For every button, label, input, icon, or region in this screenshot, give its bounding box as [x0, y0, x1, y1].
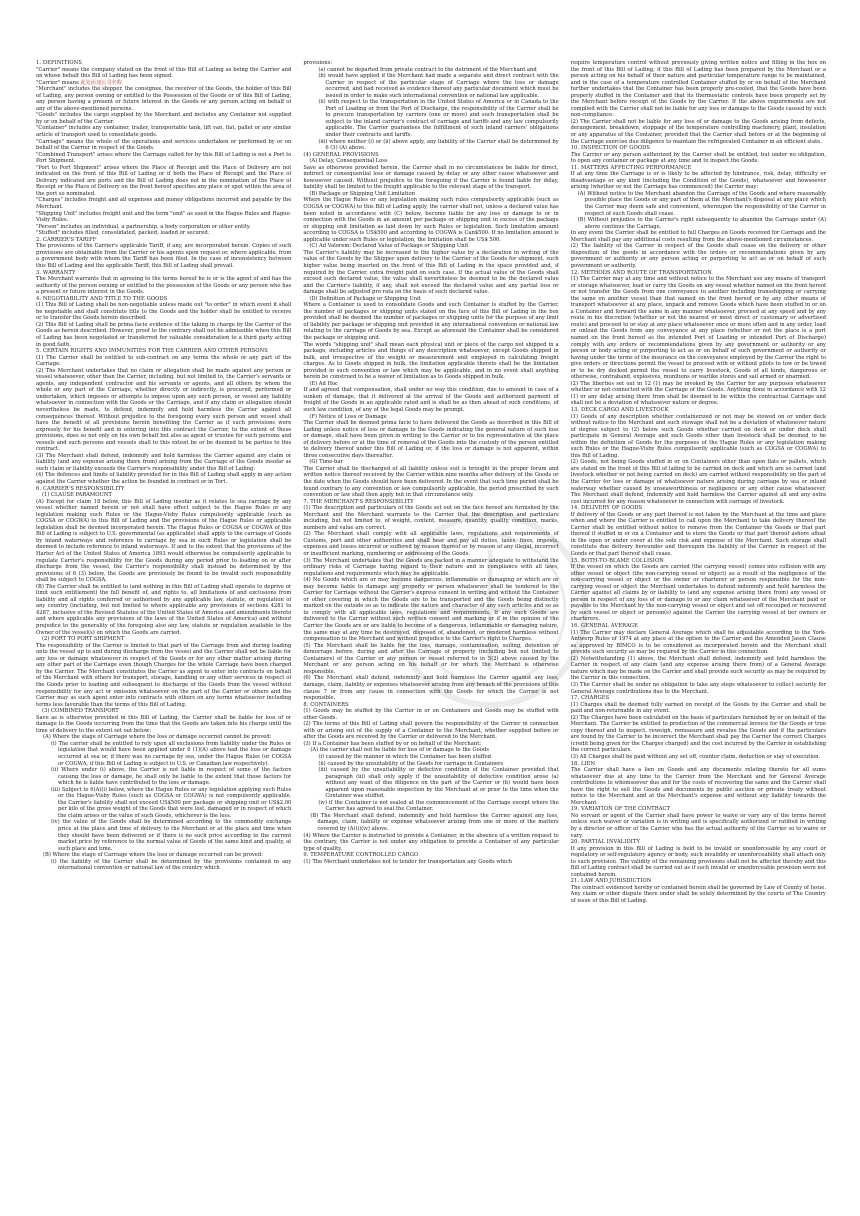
clause-paragraph: (2) Notwithstanding (1) above, the Merchant shall defend, indemnify and hold harmless the Carrier in respect of any claim (and any expense arising there from) of a General Average nature which may be made on the Carrier and shall provide such security as may be required by the Carrier in this connection.	[570, 655, 826, 682]
list-item: (a) cannot be departed from private contract to the detriment of the Merchant and	[318, 66, 537, 73]
clause-paragraph: (2) The Merchant undertakes that no claim or allegation shall be made against any person or vessel whatsoever, other than the Carrier, including, but not limited to, the Carrier's servants or agents, any independent contractor and his servants or agents, and all others by whom the whole or any part of the Carriage, whether directly or indirectly, is procured, performed or undertaken, which imposes or attempts to impose upon any such person, or vessel any liability whatsoever in connection with the Goods or the Carriage, and if any claim or allegation should nevertheless be made, to defend, indemnify and hold harmless the Carrier against all consequences thereof. Without prejudice to the foregoing every such person and vessel shall have the benefit of all provisions herein benefiting the Carrier as if such provisions were expressly for his benefit and in entering into this contract the Carrier, to the extent of these provisions, does so not only on his own behalf but also as agent or trustee for such persons and vessels and such persons and vessels shall to this extent be or be deemed to be parties to this contract.	[36, 367, 292, 453]
section-heading: 11. MATTERS AFFECTING PERFORMANCE	[570, 164, 692, 171]
list-item: (ii) caused by the unsuitability of the Goods for carriage in Containers	[318, 760, 504, 767]
sub-heading: (B) Package or Shipping Unit Limitation	[309, 190, 415, 197]
list-item: (A) Where the stage of Carriage where the loss or damage occurred cannot be proved:	[43, 734, 272, 741]
terms-column-right	[571, 60, 826, 1200]
list-item: (A) Without notice to the Merchant abandon the Carriage of the Goods and where reasonably possible place the Goods or any part of them at the Merchant's disposal at any place which the Carrier may deem safe and convenient, whereupon the responsibility of the Carrier in respect of such Goods shall cease.	[577, 190, 826, 217]
sub-heading: (G) Time-bar	[309, 459, 343, 466]
section-heading: 8. CONTAINERS	[303, 701, 349, 708]
sub-heading: (1) CLAUSE PARAMOUNT	[42, 492, 112, 499]
section-heading: 2. CARRIER'S TARIFF	[36, 236, 97, 243]
clause-paragraph: Where a Container is used to consolidate Goods and such Container is stuffed by the Carrier, the number of packages or shipping units stated on the face of this Bill of Lading in the box provided shall be deemed the number of packages or shipping units for the purpose of any limit of liability per package or shipping unit provided in any international convention or national law relating to the carriage of Goods by sea. Except as aforesaid the Container shall be considered the package or shipping unit.	[303, 302, 559, 341]
clause-paragraph: The Carrier shall be discharged of all liability unless suit is brought in the proper forum and written notice thereof received by the Carrier within nine months after delivery of the Goods or the date when the Goods should have been delivered. In the event that such time period shall be found contrary to any convention or law compulsorily applicable, the period prescribed by such convention or law shall then apply but in that circumstance only.	[303, 465, 559, 499]
list-item: (i) the liability of the Carrier shall be determined by the provisions contained in any international convention or national law of the country which	[51, 858, 292, 872]
section-heading: (4) GENERAL PROVISIONS	[303, 151, 379, 158]
clause-paragraph: If and agreed that compensation, shall under no way this condition, due to amount in case of a sunken of damage, that it delivered at the arrival of the Goods and authorized payment of freight of the Goods in an applicable rated and is shall be as then ahead of such conditions, of such law condition, of any of the legal Goods may be prompt.	[303, 387, 559, 413]
section-heading: 17. CHARGES	[570, 695, 610, 702]
clause-paragraph: "Container" includes any container, trailer, transportable tank, lift van, flat, pallet or any similar article of transport used to consolidate goods.	[36, 125, 292, 139]
terms-column-middle	[303, 60, 558, 1200]
clause-paragraph: (1) The description and particulars of the Goods set out on the face hereof are furnished by the Merchant and the Merchant warrants to the Carrier that the description and particulars including, but not limited to, of weight, content, measure, quantity, quality, condition, marks, numbers and value are correct.	[303, 505, 559, 531]
section-heading: 20. PARTIAL INVALIDITY	[570, 839, 640, 846]
section-heading: 14. DELIVERY OF GOODS	[570, 505, 643, 512]
clause-paragraph: "Shipping Unit" includes freight unit and the term "unit" as used in the Hague Rules and Hague-Visby Rules.	[36, 210, 292, 224]
section-heading: 5. CERTAIN RIGHTS AND IMMUNITIES FOR THE CARRIER AND OTHER PERSONS	[36, 348, 268, 355]
clause-paragraph: The Carrier or any person authorized by the Carrier shall be entitled, but under no obligation, to open any container or package at any time and to inspect the Goods.	[570, 151, 826, 165]
clause-paragraph: (B) The Carrier shall be entitled to (and nothing in this Bill of Lading shall operate to deprive or limit such entitlement) the full benefit of, and rights to, all limitations of and exclusions from liability and all rights conferred or authorised by any applicable law, statute, or regulation of any country (including, but not limited to where applicable any provisions of sections 4281 to 4287, inclusive of the Revised Statutes of the United States of America and amendments thereto and where applicable any provisions of the laws of the United States of America) and without prejudice to the generality of the foregoing also any law, statute or regulation available to the Owner of the vessel(s) on which the Goods are carried.	[36, 583, 292, 636]
list-item: (ii) with respect to the transportation in the United States of America or in Canada to the Port of Loading or from the Port of Discharge, the responsibility of the Carrier shall be to procure transportation by carriers (one or more) and such transportation shall be subject to the inland carrier's contract of carriage and tariffs and any law compulsorily applicable. The Carrier guarantees the fulfillment of such inland carriers' obligations under their contracts and tariffs.	[318, 99, 559, 139]
sub-heading: (3) COMBINED TRANSPORT	[42, 708, 119, 715]
clause-paragraph: (3) All Charges shall be paid without any set off, counter claim, deduction or stay of execution.	[570, 753, 821, 760]
clause-paragraph: (3) The Merchant shall defend, indemnify and hold harmless the Carrier against any claim or liability (and any expense arising there from) arising from the Carriage of the Goods insofar as such claim or liability exceeds the Carrier's responsibility under this Bill of Lading.	[36, 452, 292, 472]
list-item: (ii) Where under (i) above, the Carrier is not liable in respect of some of the factors causing the loss or damage, he shall only be liable to the extent that those factors for which he is liable have contributed to the loss or damage.	[51, 767, 292, 787]
clause-paragraph: (6) The Merchant shall defend, indemnify and hold harmless the Carrier against any loss, damage, claim, liability or expenses whatsoever arising from any breach of the provisions of this clause 7 or from any cause in connection with the Goods for which the Carrier is not responsible.	[303, 675, 559, 702]
list-item: (i) The carrier shall be entitled to rely upon all exclusions from liability under the Rules or legislation that would have been applied under 6 (1)(A) above had the loss or damage occurred at sea or, if there was no carriage by sea, under the Hague Rules (or COGSA or COGWA, if this Bill of Lading is subject to U.S. or Canadian law respectively).	[51, 740, 292, 767]
section-heading: 9. TEMPERATURE CONTROLLED CARGO	[303, 852, 419, 859]
list-item: (B) Without prejudice to the Carrier's right subsequently to abandon the Carriage under (A) above continue the Carriage.	[577, 217, 826, 230]
clause-paragraph: "Port to Port Shipment" arises where the Place of Receipt and the Place of Delivery are not indicated on the front of this Bill of Lading or if both the Place of Receipt and the Place of Delivery indicated are ports and the Bill of Lading does not in the nomination of the Place of Receipt or the Place of Delivery on the front hereof specifies any place or spot within the area of the port so nominated.	[36, 164, 292, 197]
clause-paragraph: (3) The Merchant undertakes that the Goods are packed in a manner adequate to withstand the ordinary risks of Carriage having regard to their nature and in compliance with all laws, regulations and requirements which may be applicable.	[303, 557, 559, 577]
section-heading: 1. DEFINITIONS	[36, 60, 83, 66]
clause-paragraph: (2) The terms of this Bill of Lading shall govern the responsibility of the Carrier in connection with or arising out of the supply of a Container to the Merchant, whether supplied before or after the Goods are received by the Carrier or delivered to the Merchant.	[303, 721, 559, 741]
section-heading: 10. INSPECTION OF GOODS	[570, 145, 651, 152]
clause-paragraph: (1) Charges shall be deemed fully earned on receipt of the Goods by the Carrier and shall be paid and non-returnable in any event.	[570, 701, 826, 715]
section-heading: 19. VARIATION OF THE CONTRACT	[570, 806, 671, 813]
clause-paragraph: (4) The defences and limits of liability provided for in this Bill of Lading shall apply in any action against the Carrier whether the action be founded in contract or in Tort.	[36, 472, 292, 485]
clause-paragraph: (2) This Bill of Lading shall be prima facie evidence of the taking in charge by the Carrier of the Goods as herein described. However, proof to the contrary shall not be admissible when this Bill of Lading has been negotiated or transferred for valuable consideration to a third party acting in good faith.	[36, 321, 292, 348]
list-item: (iii) where neither (i) or (ii) above apply, any liability of the Carrier shall be determined by 6 (3) (A) above.	[318, 138, 559, 152]
clause-paragraph: Where the Hague Rules or any legislation making such rules compulsorily applicable (such as COGSA or COGWA) to this Bill of Lading apply, the carrier shall not, unless a declared value has been noted in accordance with (C) below, become liable for any loss or damage to or in connection with the Goods in an amount per package or shipping unit in excess of the package or shipping unit limitation as laid down by such Rules or legislation. Such limitation amount according to COGSA is US$500 and according to COGWA is Can$500. If no limitation amount is applicable under such Rules or legislation, the limitation shall be US$ 500.	[303, 197, 559, 243]
clause-paragraph: (5) The Merchant shall be liable for the loss, damage, contamination, soiling, detention or demurrage before, during and after the Carriage of property (including but not limited to Containers) of the Carrier or any person or vessel referred to in 5(2) above caused by the Merchant or any person acting on his behalf or for which the Merchant is otherwise responsible.	[303, 642, 559, 675]
clause-paragraph: The contract evidenced hereby or contained herein shall be governed by Law of County of Issue. Any claim or other dispute there under shall be solely determined by the courts of The Country of issue of this Bill of Lading.	[570, 884, 826, 904]
clause-paragraph: The Carrier's liability may be increased to the higher value by a declaration in writing of the value of the Goods by the Shipper upon delivery to the Carrier of the Goods for shipment, such higher value being inserted on the front of this Bill of Lading in the space provided and, if required by the Carrier, extra freight paid on such case. If the actual value of the Goods shall exceed such declared value, the value shall nevertheless be deemed to be the declared value and the Carrier's liability, if any, shall not exceed the declared value and any partial loss or damage shall be adjusted pro rata on the basis of such declared value.	[303, 249, 559, 296]
list-item: (b) would have applied if the Merchant had made a separate and direct contract with the Carrier in respect of the particular stage of Carriage where the loss or damage occurred, and had received as evidence thereof any particular document which must be issued in order to make such international convention or national law applicable.	[318, 73, 559, 99]
list-item: (A) the carrier shall not be liable for loss of or damage to the Goods	[310, 747, 489, 754]
clause-paragraph: (1) The Carrier shall be entitled to sub-contract on any terms the whole or any part of the Carriage.	[36, 354, 292, 368]
clause-paragraph: (A) Except for claim 18 below, this Bill of Lading insofar as it relates to sea carriage by any vessel whether named herein or not shall have effect subject to the Hague Rules or any legislation making such Rules or the Hague-Visby Rules compulsorily applicable (such as COGSA or COGWA) to this Bill of Lading and the provisions of the Hague Rules or applicable legislation shall be deemed incorporated herein. The Hague Rules or COGSA or COGWA of this Bill of Lading is subject to U.S. governmental (as applicable) shall apply to the carriage of Goods by inland waterways and reference to carriage by sea in such Rules or legislation shall be deemed to include reference to inland waterways. If and to the extent that the provisions of the Harter Act of the United States of America 1893 would otherwise be compulsorily applicable to regulate Carrier's responsibility for the Goods during any period prior to loading on or after discharge from the vessel, the Carrier's responsibility shall instead be determined by the provisions of 6 (3) below, the Goods are previously be found to be invalid such responsibility shall be subject to COGSA.	[36, 498, 292, 584]
clause-paragraph: (1) Goods of any description whether containerized or not may be stowed on or under deck without notice to the Merchant and such stowage shall not be a deviation of whatsoever nature of degree subject to (2) below such Goods whether carried on deck or under deck shall participate in General Average and such Goods other than livestock shall be deemed to be within the definition of Goods for the purposes of the Hague Rules or any legislation making such Rules or the Hague-Visby Rules compulsorily applicable (such as COGSA or COGWA) to this Bill of Lading.	[570, 413, 826, 459]
clause-paragraph: (2) The liability of the Carrier in respect of the Goods shall cease on the delivery or other disposition of the goods in accordance with the orders or recommendations given by any government or authority or any person acting or purporting to act as or on behalf of such government or authority.	[570, 243, 826, 269]
list-item: (i) caused by the manner in which the Container has been stuffed	[318, 753, 491, 760]
clause-paragraph: If delivery of the Goods or any part thereof is not taken by the Merchant at the time and place when and where the Carrier is entitled to call upon the Merchant to take delivery thereof the Carrier shall be entitled without notice to remove from the Container the Goods or that part thereof if stuffed in or on a Container and to store the Goods or that part thereof ashore afloat in the open or under cover at the sole risk and expense of the Merchant. Such storage shall constitute due delivery hereunder and thereupon the liability of the Carrier in respect of the Goods or that part thereof shall cease.	[570, 511, 826, 558]
list-item: (iv) the value of the Goods shall be determined according to the commodity exchange price at the place and time of delivery to the Merchant or at the place and time when they should have been delivered or if there is no such price according to the current market price by reference to the normal value of Goods of the same kind and quality, at such place and time.	[51, 819, 292, 852]
sub-heading: (D) Definition of Package or Shipping Unit	[309, 295, 421, 302]
clause-paragraph: If the vessel on which the Goods are carried (the carrying vessel) comes into collision with any other vessel or object (the non-carrying vessel or object) as a result of the negligence of the non-carrying vessel or object or the owner or charterer or person responsible for the non-carrying vessel or object the Merchant undertakes to defend indemnify and hold harmless the Carrier against all claims by or liability to (and any expense arising there from) any vessel or person in respect of any loss of or damage to or any claim whatsoever of the Merchant paid or payable to the Merchant by the non-carrying vessel or object and set off recouped or recovered by such vessel or object or person(s) against the Carrier the carrying vessel of her owners or charterers.	[570, 564, 826, 623]
clause-paragraph: The provisions of the Carrier's applicable Tariff, if any, are incorporated herein. Copies of such provisions are obtainable from the Carrier or his agents upon request or, where applicable, from a government body with whom the Tariff has been filed. In the case of inconsistency between this Bill of Lading and the applicable Tariff, this Bill of Lading shall prevail.	[36, 243, 292, 269]
clause-paragraph: "Combined Transport" arises where the Carriage called for by this Bill of Lading is not a Port to Port Shipment.	[36, 151, 292, 165]
clause-paragraph: (3) If a Container has been stuffed by or on behalf of the Merchant:	[303, 740, 482, 747]
clause-paragraph: The words "shipping unit" shall mean each physical unit or piece of the cargo not shipped in a package, including articles and things of any description whatsoever, except Goods shipped in bulk, and irrespective of the weight or measurement unit employed in calculating freight charges. As to Goods shipped in bulk, the limitation applicable thereto shall be the limitation provided in such convention or law which may be applicable, and in no event shall anything herein be construed to be a waiver of limitation as to Goods shipped in bulk.	[303, 341, 559, 381]
section-heading: 21. LAW AND JURISDICTION	[570, 878, 652, 885]
clause-paragraph: "Charges" includes freight and all expenses and money obligations incurred and payable by the Merchant.	[36, 197, 292, 211]
clause-paragraph: (4) No Goods which are or may become dangerous, inflammable or damaging or which are or may become liable to damage any property or person whatsoever shall be tendered to the Carrier for Carriage without the Carrier's express consent in writing and without the Container or other covering in which the Goods are to be transported and the Goods being distinctly marked on the outside so as to indicate the nature and character of any such articles and so as to comply with all applicable laws, regulations and requirements. If any such Goods are delivered to the Carrier without such written consent and marking or if in the opinion of the Carrier the Goods are or are liable to become of a dangerous, inflammable or damaging nature, the same may at any time be destroyed, disposed of, abandoned, or rendered harmless without compensation to the Merchant and without prejudice to the Carrier's right to Charges.	[303, 577, 559, 643]
section-heading: 4. NEGOTIABILITY AND TITLE TO THE GOODS	[36, 295, 168, 302]
terms-column-left	[36, 60, 291, 1200]
section-heading: 7. THE MERCHANT'S RESPONSIBILITY	[303, 498, 414, 505]
sub-heading: (C) Ad Valorem: Declared Value of Package or Shipping Unit	[309, 243, 469, 250]
clause-paragraph: If at any time the Carriage is or is likely to be affected by hindrance, risk, delay, difficulty or disadvantage or any kind (including the Condition of the Goods), whatsoever and howsoever arising (whether or not the Carriage has commenced) the Carrier may:	[570, 171, 826, 191]
clause-paragraph: Save as otherwise provided herein, the Carrier shall in no circumstances be liable for direct, indirect or consequential loss or damage caused by delay or any other cause whatsoever and howsoever caused. Without prejudice to the foregoing if the Carrier is found liable for delay, liability shall be limited to the freight applicable to the relevant stage of the transport.	[303, 164, 559, 191]
sub-heading: (2) PORT TO PORT SHIPMENT	[42, 636, 125, 643]
clause-paragraph: (1) Goods may be stuffed by the Carrier in or on Containers and Goods may be stuffed with other Goods.	[303, 708, 559, 721]
clause-paragraph: "Goods" includes the cargo supplied by the Merchant and includes any Container not supplied by or on behalf of the Carrier.	[36, 112, 292, 125]
list-item: (B) The Merchant shall defend, indemnify and hold harmless the Carrier against any loss, damage, claim, liability or expense whatsoever arising from one or more of the matters covered by (A)(i)(iv) above.	[310, 812, 559, 832]
clause-paragraph: (2) The Carrier shall not be liable for any loss of or damage to the Goods arising from defects, derangement, breakdown, stoppage of the temperature controlling machinery, plant, insulation or any apparatus of the Container, provided that the Carrier shall before or at the beginning of the Carriage exercise due diligence to maintain the refrigerated Container in an efficient state.	[570, 118, 826, 145]
section-heading: 13. DECK CARGO AND LIVESTOCK	[570, 406, 669, 413]
section-heading: 12. METHODS AND ROUTE OF TRANSPORTATION	[570, 269, 712, 276]
clause-paragraph: "Person" includes an individual, a partnership, a body corporation or other entity.	[36, 223, 251, 230]
clause-paragraph: (2) The Charges have been calculated on the basis of particulars furnished by or on behalf of the Merchant. The Carrier be entitled to production of the commercial invoice for the Goods or true copy thereof and to inspect, reweigh, remeasure and revalue the Goods and if the particulars are found by the Carrier to be incorrect the Merchant shall pay the Carrier the correct Charges (credit being given for the Charges charged) and the cost incurred by the Carrier in establishing the correct particulars.	[570, 714, 826, 754]
sub-heading: (F) Notice of Loss or Damage	[309, 413, 387, 420]
clause-paragraph: "Stuffed" includes filled, consolidated, packed, loaded or secured.	[36, 230, 210, 237]
clause-paragraph: (1) The Carrier may at any time and without notice to the Merchant use any means of transport or storage whatsoever, load or carry the Goods on any vessel whether named on the front hereof or not transfer the Goods from one conveyance to another including transshipping or carrying the same on another vessel than that named on the front hereof or by any other means of transport whatsoever at any place, unpack and remove Goods which have been stuffed in or on a Container and forward the same in any manner whatsoever, proceed at any speed and by any route in his discretion (whether or not the nearest or most direct or customary or advertised route) and proceed to or stay at any place whatsoever once or more often and in any order, load or unload the Goods from any conveyance at any place (whether or not the place is a port named on the front hereof as the intended Port of Loading or intended Port of Discharge) comply with any orders or recommendations given by any government or authority or any person or body acting or purporting to act as or on behalf of such government or authority or having under the terms of the insurance on the conveyance employed by the Carrier the right to give orders or directions permit the vessel to proceed with or without pilots to tow or be towed or to be dry docked permit the vessel to carry livestock, Goods of all kinds, dangerous or otherwise, contraband, explosives, munitions or warlike stores and sail armed or unarmed.	[570, 276, 826, 381]
clause-paragraph: (3) The Carrier shall be under no obligation to take any steps whatsoever to collect security for General Average contributions due to the Merchant.	[570, 681, 826, 695]
list-item: (iii) Subject to 6(A)(i) below, where the Hague Rules or any legislation applying such Rules or the Hague-Visby Rules (such as COGSA or COGWA) is not compulsorily applicable, the Carrier's liability shall not exceed US$500 per package or shipping unit or US$2.00 per kilo of the gross weight of the Goods that were lost, damaged or in respect of which the claim arises or the value of such Goods, whichever is the less.	[51, 786, 292, 819]
section-heading: 16. GENERAL AVERAGE	[570, 623, 639, 630]
section-heading: 15. BOTH-TO-BLAME COLLISION	[570, 557, 664, 564]
clause-paragraph: The responsibility of the Carrier is limited to that part of the Carriage from and during loading onto the vessel up to and during discharge from the vessel and the Carrier shall not be liable for any loss or damage whatsoever in respect of the Goods or for any other matter arising during any other part of the Carriage even though Charges for the whole Carriage have been charged by the Carrier. The Merchant constitutes the Carrier as agent to enter into contracts on behalf of the Merchant with others for transport, storage, handling or any other services in respect of the Goods prior to loading and subsequent to discharge of the Goods from the vessel without responsibility for any act or omission whatsoever on the part of the Carrier or others and the Carrier may as such agent enter into contracts with others on any terms whatsoever including terms less favorable than the terms of this Bill of Lading.	[36, 642, 292, 708]
clause-paragraph: The Merchant warrants that in agreeing to the terms hereof he is or is the agent of and has the authority of the person owning or entitled to the possession of the Goods or any person who has a present or future interest in the Goods.	[36, 276, 292, 296]
clause-paragraph: In any event the Carrier shall be entitled to full Charges on Goods received for Carriage and the Merchant shall pay any additional costs resulting from the above-mentioned circumstances.	[570, 230, 826, 243]
sub-heading: (A) Delay, Consequential Loss	[309, 158, 388, 165]
clause-paragraph: "Carriage" means the whole of the operations and services undertaken or performed by or on behalf of the Carrier in respect of the Goods.	[36, 138, 292, 152]
clause-paragraph: (2) The Merchant shall comply with all applicable laws, regulations and requirements of Customs, port and other authorities and shall bear and pay all duties, taxes, fines, imposts, expenses and losses incurred or suffered by reason thereof or by reason of any illegal, incorrect or insufficient marking, numbering or addressing of the Goods.	[303, 531, 559, 558]
list-item: (iii) caused by the unsuitability or defective condition of the Container provided that paragraph (iii) shall only apply if the unsuitability of defective condition arose (a) without any want of due diligence on the part of the Carrier or (b) would have been apparent upon reasonable inspection by the Merchant at or prior to the time when the Container was stuffed.	[318, 767, 559, 800]
clause-paragraph: (4) Where the Carrier is instructed to provide a Container, in the absence of a written request to the contrary, the Carrier is not under any obligation to provide a Container of any particular type of quality.	[303, 832, 559, 852]
clause-paragraph: The Carrier shall have a lien on Goods and any documents relating thereto for all sums whatsoever due at any time to the Carrier from the Merchant and for General Average contributions to whomsoever due and for the costs of recovering the same and the Carrier shall have the right to sell the Goods and documents by public auction or private treaty without notice to the Merchant and at the Merchant's expense and without any liability towards the Merchant.	[570, 767, 826, 806]
clause-paragraph: (2) The liberties set out in 12 (1) may be invoked by the Carrier for any purposes whatsoever whether or not connected with the Carriage of the Goods. Anything done in accordance with 12 (1) or any delay arising there from shall be deemed to be within the contractual Carriage and shall not be a deviation of whatsoever nature or degree.	[570, 380, 826, 407]
section-heading: 3. WARRANTY	[36, 269, 76, 276]
clause-paragraph: (1) The Carrier may declare General Average which shall be adjustable according to the York-Antwerp Rules of 1974 at any place at the option to the Carrier and the Amended Jason Clause as approved by BIMCO is to be considered as incorporated herein and the Merchant shall provide such security as may be required by the Carrier in this connection.	[570, 629, 826, 656]
clause-paragraph: require temperature control without previously giving written notice and filling in the box on the front of this Bill of Lading, if this Bill of Lading has been prepared by the Merchant or a person acting on his behalf of their nature and particular temperature range to be maintained, and in the case of a temperature controlled Container stuffed by or on behalf of the Merchant further undertakes that the Container has been properly pre-cooled, that the Goods have been properly stuffed in the Container and that its thermostatic controls have been properly set by the Merchant before receipt of the Goods by the Carrier. If the above requirements are not complied with the Carrier shall not be liable for any loss or damage to the Goods caused by such non-compliance.	[570, 60, 826, 119]
clause-paragraph: If any provision in this Bill of Lading is held to be invalid or unenforceable by any court or regulatory or self-regulatory agency or body, such invalidity or unenforceability shall attach only to such provision. The validity of the remaining provisions shall not be affected thereby and this Bill of Lading contract shall be carried out as if such invalid or unenforceable provision were not contained herein.	[570, 845, 826, 878]
list-item: (B) Where the stage of Carriage where the loss or damage occurred can be proved:	[43, 852, 263, 859]
clause-paragraph: (1) The Merchant undertakes not to tender for transportation any Goods which	[303, 858, 512, 865]
clause-paragraph: provisions:	[303, 60, 333, 66]
clause-paragraph: (2) Goods, not being Goods stuffed in or on Containers other than open flats or pallets, which are stated on the front of this Bill of lading to be carried on deck and which are so carried (and livestock whether or not being carried on deck) are carried without responsibility on the part of the Carrier for loss or damage of whatsoever nature arising during carriage by sea or inland waterway whether caused by unseaworthiness or negligence or any other cause whatsoever. The Merchant shall defend, indemnify and hold harmless the Carrier against all and any extra cost incurred for any reason whatsoever in connection with carriage of livestock.	[570, 459, 826, 505]
list-item: (iv) if the Container is not sealed at the commencement of the Carriage except where the Carrier has agreed to seal the Container.	[318, 799, 559, 813]
clause-paragraph: Save as is otherwise provided in this Bill of Lading, the Carrier shall be liable for loss of or damage to the Goods occurring from the time that the Goods are taken into his charge until the time of delivery to the extent set out below:	[36, 714, 292, 734]
clause-paragraph: The Carrier shall be deemed prima facie to have delivered the Goods as described in this Bill of Lading unless notice of loss or damage to the Goods indicating the general nature of such loss or damage, shall have been given in writing to the Carrier or to his representative at the place of delivery before or at the time of removal of the Goods into the custody of the person entitled to delivery thereof under this Bill of Lading or, if the loss or damage is not apparent, within three consecutive days thereafter.	[303, 420, 559, 459]
section-heading: 6. CARRIER'S RESPONSIBILITY	[36, 485, 125, 492]
sub-heading: (E) Ad Hoc	[309, 380, 339, 387]
clause-paragraph: "Carrier" means 此处添加公司名称	[36, 79, 122, 86]
clause-paragraph: "Carrier" means the company stated on the front of this Bill of Lading as being the Carrier and on whose behalf this Bill of Lading has been signed.	[36, 66, 292, 80]
clause-paragraph: "Merchant" includes the shipper, the consignee, the receiver of the Goods, the holder of this Bill of Lading, any person owning or entitled to the Possession of the Goods or of this Bill of Lading, any person having a present or future interest in the Goods or any person acting on behalf of any of the above-mentioned persons.	[36, 86, 292, 112]
clause-paragraph: No servant or agent of the Carrier shall have power to waive or vary any of the terms hereof unless such waiver or variation is in writing and is specifically authorized or ratified in writing by a director or officer of the Carrier who has the actual authority of the Carrier so to waive or vary.	[570, 812, 826, 839]
section-heading: 18. LIEN	[570, 760, 596, 767]
clause-paragraph: (1) This Bill of Lading shall be non-negotiable unless made out "to order" in which event it shall be negotiable and shall constitute title to the Goods and the holder shall be entitled to receive or to transfer the Goods herein described.	[36, 302, 292, 322]
company-name-placeholder: 此处添加公司名称	[78, 79, 122, 86]
